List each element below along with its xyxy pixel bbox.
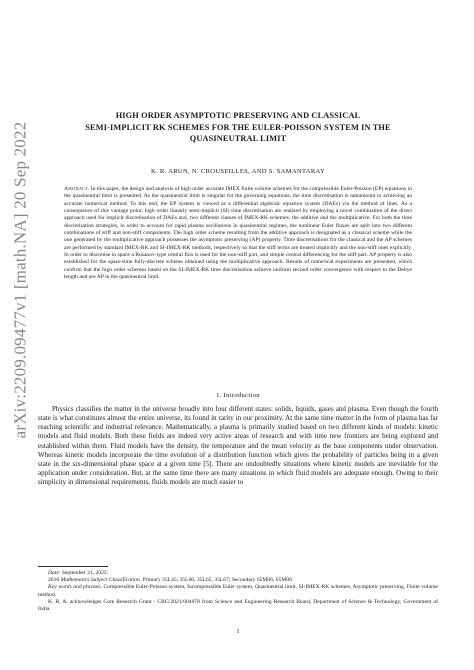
title-line-1: HIGH ORDER ASYMPTOTIC PRESERVING AND CLASSICAL [115, 111, 361, 120]
title-line-2: SEMI-IMPLICIT RK SCHEMES FOR THE EULER-POISSON SYSTEM IN THE [85, 122, 391, 132]
introduction-paragraph: Physics classifies the matter in the universe broadly into four different states: solids, liquids, gases and plasma. Even though the fourth state is what constitutes almost the entire universe, its found in rarity in our proximity. At the same time matter in the form of plasma has far reaching scientific and industrial relevance. Mathematically, a plasma is primarily studied based on two different kinds of models: kinetic models and fluid models. Both these fields are indeed very active areas of research and with time new frontiers are being explored and established within them. Fluid models have the density, the temperature and the mean velocity as the base components under observation. Whereas kinetic models incorporate the time evolution of a distribution function which gives the probability of particles being in a given state in the six-dimensional phase space at a given time [5]. There are undoubtedly situations where kinetic models are inevitable for the application under consideration. But, at the same time there are many situations in which fluid models are adequate enough. Owing to their simplicity in dimensional requirements, fluids models are much easier to [38, 405, 438, 487]
paper-title [38, 110, 438, 145]
msc-value: Primary 35L45, 35L60, 35L65, 35L67; Secondary 65M06, 65M08. [141, 577, 294, 584]
msc-label: Mathematics Subject Classification. [60, 577, 142, 584]
title-line-3: QUASINEUTRAL LIMIT [189, 134, 287, 143]
page-number: 1 [236, 628, 240, 635]
paper-page [38, 0, 438, 670]
keywords-label: Key words and phrases. [48, 584, 102, 591]
author-list: K. R. ARUN, N. CROUSEILLES, AND S. SAMANTARAY [150, 168, 326, 175]
keywords-value: Compressible Euler-Poisson system, Incompressible Euler system, Quasineutral limit, SI-IMEX-RK schemes, Asymptotic preserving, Finite volume method. [38, 584, 438, 598]
footnote-msc [38, 577, 438, 584]
footnote-acknowledgement: K. R. A. acknowledges Core Research Grant - CRG/2021/004078 from Science and Engineering Research Board, Department of Science & Technology, Government of India. [38, 598, 438, 613]
abstract-text: In this paper, the design and analysis of high order accurate IMEX finite volume schemes for the compressible Euler-Poisson (EP) equations in the quasineutral limit is presented. As the quasineutral limit is singular for the governing equations, the time discretisation is tantamount to achieving an accurate numerical method. To this end, the EP system is viewed as a differential algebraic equation system (DAEs) via the method of lines. As a consequence of this vantage point, high order linearly semi-implicit (SI) time discretisation are realised by employing a novel combination of the direct approach used for implicit discretisation of DAEs and, two different classes of IMEX-RK schemes: the additive and the multiplicative. For both the time discretisation strategies, in order to account for rapid plasma oscillations in quasineutral regimes, the nonlinear Euler fluxes are split into two different combinations of stiff and non-stiff components. The high order scheme resulting from the additive approach is designated as a classical scheme while the one generated by the multiplicative approach possesses the asymptotic preserving (AP) property. Time discretisations for the classical and the AP schemes are performed by standard IMEX-RK and SI-IMEX-RK methods, respectively so that the stiff terms are treated implicitly and the non-stiff ones explicitly. In order to discretise in space a Rusanov-type central flux is used for the non-stiff part, and simple central differencing for the stiff part. AP property is also established for the space-time fully-discrete scheme obtained using the multiplicative approach. Results of numerical experiments are presented, which confirm that the high order schemes based on the SI-IMEX-RK time discretisation achieve uniform second order convergence with respect to the Debye length and are AP in the quasineutral limit. [64, 186, 412, 281]
footnote-divider [38, 566, 108, 567]
section-heading-introduction: 1. Introduction [216, 392, 260, 399]
arxiv-identifier-stamp [8, 90, 32, 470]
abstract-heading: Abstract. [64, 186, 90, 192]
abstract-block [64, 186, 412, 281]
date-value: : September 21, 2022. [58, 570, 109, 576]
arxiv-identifier-text: arXiv:2209.09477v1 [math.NA] 20 Sep 2022 [10, 121, 29, 439]
footnotes-block [38, 570, 438, 613]
date-label: Date [48, 570, 59, 576]
msc-prefix: 2010 [48, 577, 61, 584]
footnote-keywords [38, 584, 438, 598]
introduction-body [38, 405, 438, 487]
